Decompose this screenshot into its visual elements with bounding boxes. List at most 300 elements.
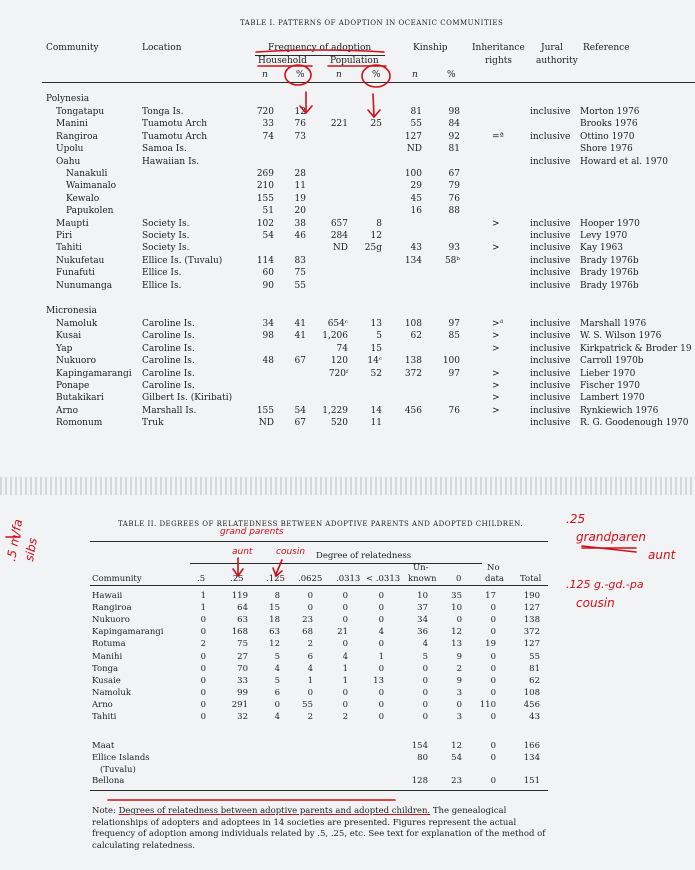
header-location: Location [142,43,182,53]
table1-title: TABLE I. PATTERNS OF ADOPTION IN OCEANIC COMMUNITIES [240,19,504,27]
cell-value: 4 [274,712,280,722]
cell-household-pct: 41 [294,319,306,329]
cell-value: 108 [523,687,540,698]
header-rights: rights [485,56,512,66]
cell-inheritance: > [492,405,500,416]
table1-row [0,119,695,131]
cell-kinship-n: 138 [404,356,422,367]
cell-population-pct: 8 [376,218,382,229]
cell-reference: Shore 1976 [580,144,633,155]
cell-community: Piri [56,231,73,241]
header-inheritance: Inheritance [472,43,525,53]
cell-kinship-pct: 85 [448,331,460,342]
cell-jural: inclusive [530,156,571,167]
cell-household-n: 48 [262,356,274,367]
cell-inheritance: > [492,393,500,404]
cell-kinship-pct: 84 [448,119,460,130]
hand-aunt: aunt [232,547,253,557]
cell-household-pct: 12 [294,107,306,117]
page-break [0,477,695,495]
cell-jural: inclusive [530,255,571,266]
cell-household-pct: 67 [294,356,306,367]
cell-population-n: 221 [330,119,348,130]
col-community: Community [92,574,142,584]
cell-community: Tahiti [56,243,82,254]
cell-value: 0 [422,687,428,698]
cell-total: 166 [523,741,540,751]
cell-value: 68 [302,627,313,638]
cell-population-n: 1,206 [322,331,348,342]
hand-right-25: .25 [566,512,586,526]
cell-location: Ellice Is. [142,268,182,279]
cell-household-pct: 55 [294,280,306,291]
cell-value: 0 [490,712,496,722]
cell-value: 34 [417,615,428,626]
cell-community: Rangiroa [56,131,98,142]
cell-nodata: 0 [490,776,496,786]
table1-row [0,256,695,268]
header-community: Community [46,43,99,53]
table2-row [0,627,695,639]
cell-value: 4 [307,663,313,674]
cell-inheritance: > [492,343,500,354]
cell-population-n: 74 [336,343,348,354]
cell-kinship-pct: 97 [448,368,460,379]
table1-row [0,132,695,144]
cell-value: 0 [342,603,348,614]
cell-value: 0 [342,639,348,650]
cell-inheritance: > [492,368,500,379]
header-population-n: n [336,70,342,80]
col-unknown-1: Un- [413,563,429,573]
table1-row [0,181,695,193]
cell-value: 1 [307,675,313,686]
cell-population-n: 1,229 [322,405,348,416]
cell-value: 0 [378,603,384,614]
cell-reference: Morton 1976 [580,107,640,117]
cell-jural: inclusive [530,405,571,416]
cell-value: 12 [451,627,462,638]
cell-kinship-pct: 76 [448,193,460,204]
cell-kinship-n: 108 [404,319,422,329]
cell-value: 5 [274,675,280,686]
cell-kinship-pct: 81 [448,144,460,155]
cell-population-pct: 11 [370,418,382,429]
cell-reference: W. S. Wilson 1976 [580,331,662,342]
cell-household-pct: 67 [294,418,306,429]
cell-kinship-n: 81 [410,107,422,117]
table1-row [0,157,695,169]
cell-household-n: ND [258,418,274,429]
header-jural: Jural [541,43,563,53]
table1-row [0,281,695,293]
cell-value: 0 [200,712,206,722]
cell-reference: Levy 1970 [580,231,628,241]
table1-row [0,219,695,231]
cell-kinship-pct: 76 [448,405,460,416]
cell-household-pct: 19 [294,193,306,204]
cell-value: 0 [200,675,206,686]
cell-value: 2 [456,663,462,674]
table1-row [0,107,695,119]
cell-kinship-n: 43 [410,243,422,254]
cell-reference: Ottino 1970 [580,131,635,142]
hand-margin-note-2: sibs [22,536,40,563]
col-00313: .0313 [336,574,361,584]
cell-value: 1 [378,651,384,662]
cell-kinship-n: 29 [410,181,422,192]
cell-reference: Howard et al. 1970 [580,156,668,167]
note-line1-rest: The genealogical [430,806,507,816]
cell-reference: Lambert 1970 [580,393,645,404]
cell-kinship-pct: 92 [448,131,460,142]
note-underlined: Degrees of relatedness between adoptive parents and adopted children. [118,806,431,816]
cell-community: Manini [56,119,88,130]
cell-value: 119 [231,591,248,601]
hand-grandparents: grand parents [220,527,284,537]
cell-value: 168 [231,627,248,638]
col-00625: .0625 [298,574,323,584]
table1-row [0,268,695,280]
cell-household-n: 33 [262,119,274,130]
col-05: .5 [197,574,206,584]
cell-value: 70 [237,663,248,674]
cell-value: 64 [237,603,248,614]
cell-household-n: 34 [262,319,274,329]
cell-value: 4 [378,627,384,638]
cell-reference: Brady 1976b [580,280,639,291]
cell-reference: Brady 1976b [580,255,639,266]
cell-value: 291 [231,699,248,710]
table1-row [0,331,695,343]
cell-kinship-n: 456 [404,405,422,416]
table2-extra-row [0,741,695,753]
cell-population-n: 284 [330,231,348,241]
cell-population-n: 520 [330,418,348,429]
cell-value: 0 [307,603,313,614]
cell-jural: inclusive [530,319,571,329]
cell-value: 0 [200,687,206,698]
cell-community: Waimanalo [66,181,117,192]
cell-value: 1 [200,603,206,614]
cell-community: Kapingamarangi [56,368,132,379]
cell-community: Papukolen [66,206,114,217]
cell-reference: Brady 1976b [580,268,639,279]
cell-value: 6 [307,651,313,662]
cell-value: 0 [378,591,384,601]
table1-row [0,381,695,393]
cell-value: 3 [456,712,462,722]
cell-value: 0 [422,699,428,710]
cell-value: 1 [342,663,348,674]
cell-community: Nukuoro [56,356,97,367]
table1-row [0,369,695,381]
hand-margin-note-1: .5 m/fa [4,518,26,563]
cell-value: 127 [523,639,540,650]
cell-population-n: 654ᶜ [327,319,348,329]
cell-location: Hawaiian Is. [142,156,200,167]
cell-household-pct: 83 [294,255,306,266]
cell-value: 0 [307,687,313,698]
cell-community: Butakikari [56,393,104,404]
cell-value: 0 [200,615,206,626]
table2-title: TABLE II. DEGREES OF RELATEDNESS BETWEEN ADOPTIVE PARENTS AND ADOPTED CHILDREN. [118,520,524,528]
cell-population-pct: 15 [370,343,382,354]
cell-community: Tongatapu [56,107,105,117]
table1-row [0,231,695,243]
cell-community: Namoluk [56,319,98,329]
cell-value: 0 [490,651,496,662]
cell-location: Caroline Is. [142,331,195,342]
cell-zero: 23 [451,776,462,786]
cell-value: 37 [417,603,428,614]
cell-value: 63 [237,615,248,626]
cell-value: 138 [523,615,540,626]
table2-row [0,700,695,712]
header-population-pct: % [372,70,381,80]
table1-row [0,144,695,156]
cell-household-pct: 28 [294,169,306,179]
header-kinship-pct: % [447,70,456,80]
cell-value: 0 [456,699,462,710]
cell-kinship-n: ND [406,144,422,155]
cell-value: 0 [378,699,384,710]
cell-location: Truk [142,418,164,429]
cell-jural: inclusive [530,218,571,229]
col-unknown-2: known [408,574,437,584]
cell-community: Tahiti [92,712,117,722]
cell-value: 0 [200,699,206,710]
table1-row [0,356,695,368]
cell-value: 0 [422,663,428,674]
cell-value: 0 [342,699,348,710]
cell-value: 0 [342,687,348,698]
cell-location: Gilbert Is. (Kiribati) [142,393,233,404]
cell-value: 0 [342,615,348,626]
header-household-n: n [262,70,268,80]
cell-value: 12 [269,639,280,650]
cell-household-n: 102 [256,218,274,229]
col-025: .25 [230,574,244,584]
table1-header-rule [42,82,695,83]
cell-value: 2 [307,639,313,650]
cell-community: Manihi [92,651,123,662]
cell-reference: Hooper 1970 [580,218,640,229]
cell-jural: inclusive [530,131,571,142]
cell-household-n: 98 [262,331,274,342]
cell-inheritance: > [492,331,500,342]
cell-value: 0 [200,627,206,638]
cell-total: 151 [523,776,540,786]
cell-population-n: 720ᶠ [328,368,348,379]
cell-population-n: 120 [330,356,348,367]
cell-reference: R. G. Goodenough 1970 [580,418,689,429]
cell-household-pct: 54 [294,405,306,416]
cell-value: 9 [456,675,462,686]
hand-right-grandparent: grandparen [576,530,647,544]
cell-community: Arno [56,405,79,416]
header-household-pct: % [296,70,305,80]
cell-total: 134 [523,753,540,763]
hand-right-125: .125 g.-gd.-pa [566,578,644,591]
cell-household-n: 720 [256,107,274,117]
cell-location: Caroline Is. [142,381,195,391]
cell-community: Nukufetau [56,255,105,266]
cell-location: Marshall Is. [142,405,197,416]
table2-row [0,712,695,724]
cell-value: 33 [237,675,248,686]
cell-unknown: 80 [417,753,428,763]
cell-jural: inclusive [530,107,571,117]
cell-value: 43 [529,712,540,722]
cell-location: Society Is. [142,243,190,254]
cell-community: Ponape [56,381,90,391]
header-population: Population [330,56,379,66]
cell-value: 9 [456,651,462,662]
cell-community: Nanakuli [66,169,108,179]
cell-kinship-n: 134 [404,255,422,266]
cell-reference: Marshall 1976 [580,319,647,329]
cell-jural: inclusive [530,280,571,291]
cell-value: 10 [417,591,428,601]
cell-household-n: 269 [256,169,274,179]
cell-household-pct: 75 [294,268,306,279]
cell-value: 21 [337,627,348,638]
cell-kinship-n: 100 [404,169,422,179]
cell-population-pct: 5 [376,331,382,342]
table1-row [0,406,695,418]
cell-value: 3 [456,687,462,698]
cell-kinship-n: 127 [404,131,422,142]
cell-location: Caroline Is. [142,356,195,367]
cell-household-n: 155 [256,193,274,204]
cell-reference: Carroll 1970b [580,356,644,367]
cell-community: Yap [56,343,73,354]
col-nodata-1: No [487,563,500,573]
cell-reference: Brooks 1976 [580,119,638,130]
cell-kinship-pct: 98 [448,107,460,117]
cell-kinship-n: 372 [404,368,422,379]
cell-population-pct: 12 [370,231,382,241]
cell-kinship-n: 62 [410,331,422,342]
cell-kinship-n: 16 [410,206,422,217]
cell-location: Ellice Is. (Tuvalu) [142,255,223,266]
cell-inheritance: >ᵈ [492,319,504,329]
cell-household-n: 210 [256,181,274,192]
col-0125: .125 [266,574,285,584]
cell-value: 0 [422,712,428,722]
cell-jural: inclusive [530,418,571,429]
table1-row [0,344,695,356]
cell-reference: Kirkpatrick & Broder 19 [580,343,692,354]
cell-reference: Lieber 1970 [580,368,636,379]
cell-value: 55 [302,699,313,710]
cell-value: 27 [237,651,248,662]
cell-value: 5 [422,651,428,662]
cell-population-pct: 25 [370,119,382,130]
cell-value: 110 [479,699,496,710]
cell-community: Funafuti [56,268,95,279]
cell-kinship-pct: 97 [448,319,460,329]
header-kinship: Kinship [413,43,448,53]
cell-population-pct: 13 [370,319,382,329]
cell-inheritance: > [492,243,500,254]
header-reference: Reference [583,43,630,53]
cell-value: 1 [200,591,206,601]
table2-bottom-rule [90,790,548,791]
cell-jural: inclusive [530,356,571,367]
cell-value: 0 [274,699,280,710]
cell-community: Rotuma [92,639,126,650]
table2-header-rule [90,585,548,586]
cell-community: Kapingamarangi [92,627,164,638]
cell-value: 6 [274,687,280,698]
cell-community: Arno [92,699,113,710]
cell-value: 75 [237,639,248,650]
cell-value: 0 [342,591,348,601]
table2-row [0,615,695,627]
cell-nodata: 0 [490,741,496,751]
cell-location: Tuamotu Arch [142,131,208,142]
col-zero: 0 [456,574,462,584]
cell-kinship-pct: 58ᵇ [444,255,460,266]
table2-row [0,688,695,700]
cell-community: Maupti [56,218,89,229]
cell-value: 190 [523,591,540,601]
cell-value: 0 [378,712,384,722]
cell-jural: inclusive [530,368,571,379]
cell-kinship-pct: 93 [448,243,460,254]
cell-value: 63 [269,627,280,638]
cell-community: Nukuoro [92,615,130,626]
cell-community: Kusai [56,331,82,342]
cell-value: 10 [451,603,462,614]
cell-value: 4 [342,651,348,662]
cell-value: 99 [237,687,248,698]
cell-population-pct: 14ᶜ [367,356,382,367]
col-nodata-2: data [485,574,504,584]
cell-value: 32 [237,712,248,722]
cell-community: Tonga [92,663,119,674]
cell-value: 36 [417,627,428,638]
cell-value: 13 [451,639,462,650]
cell-value: 0 [422,675,428,686]
cell-location: Caroline Is. [142,368,195,379]
table1-row [0,169,695,181]
cell-household-n: 155 [256,405,274,416]
cell-reference: Fischer 1970 [580,381,640,391]
cell-kinship-n: 55 [410,119,422,130]
cell-community: Rangiroa [92,603,132,614]
cell-value: 15 [269,603,280,614]
cell-value: 456 [523,699,540,710]
table2-top-rule [90,541,548,542]
cell-value: 2 [200,639,206,650]
note-prefix: Note: [92,806,119,816]
table2-row [0,664,695,676]
cell-value: 0 [378,687,384,698]
cell-community: Oahu [56,156,81,167]
group-polynesia: Polynesia [46,94,90,104]
cell-value: 0 [490,615,496,626]
table1-row [0,418,695,430]
table1-row [0,319,695,331]
header-kinship-n: n [412,70,418,80]
cell-location: Tonga Is. [142,107,184,117]
table1-row [0,194,695,206]
cell-value: 1 [342,675,348,686]
cell-community: Kewalo [66,193,100,204]
